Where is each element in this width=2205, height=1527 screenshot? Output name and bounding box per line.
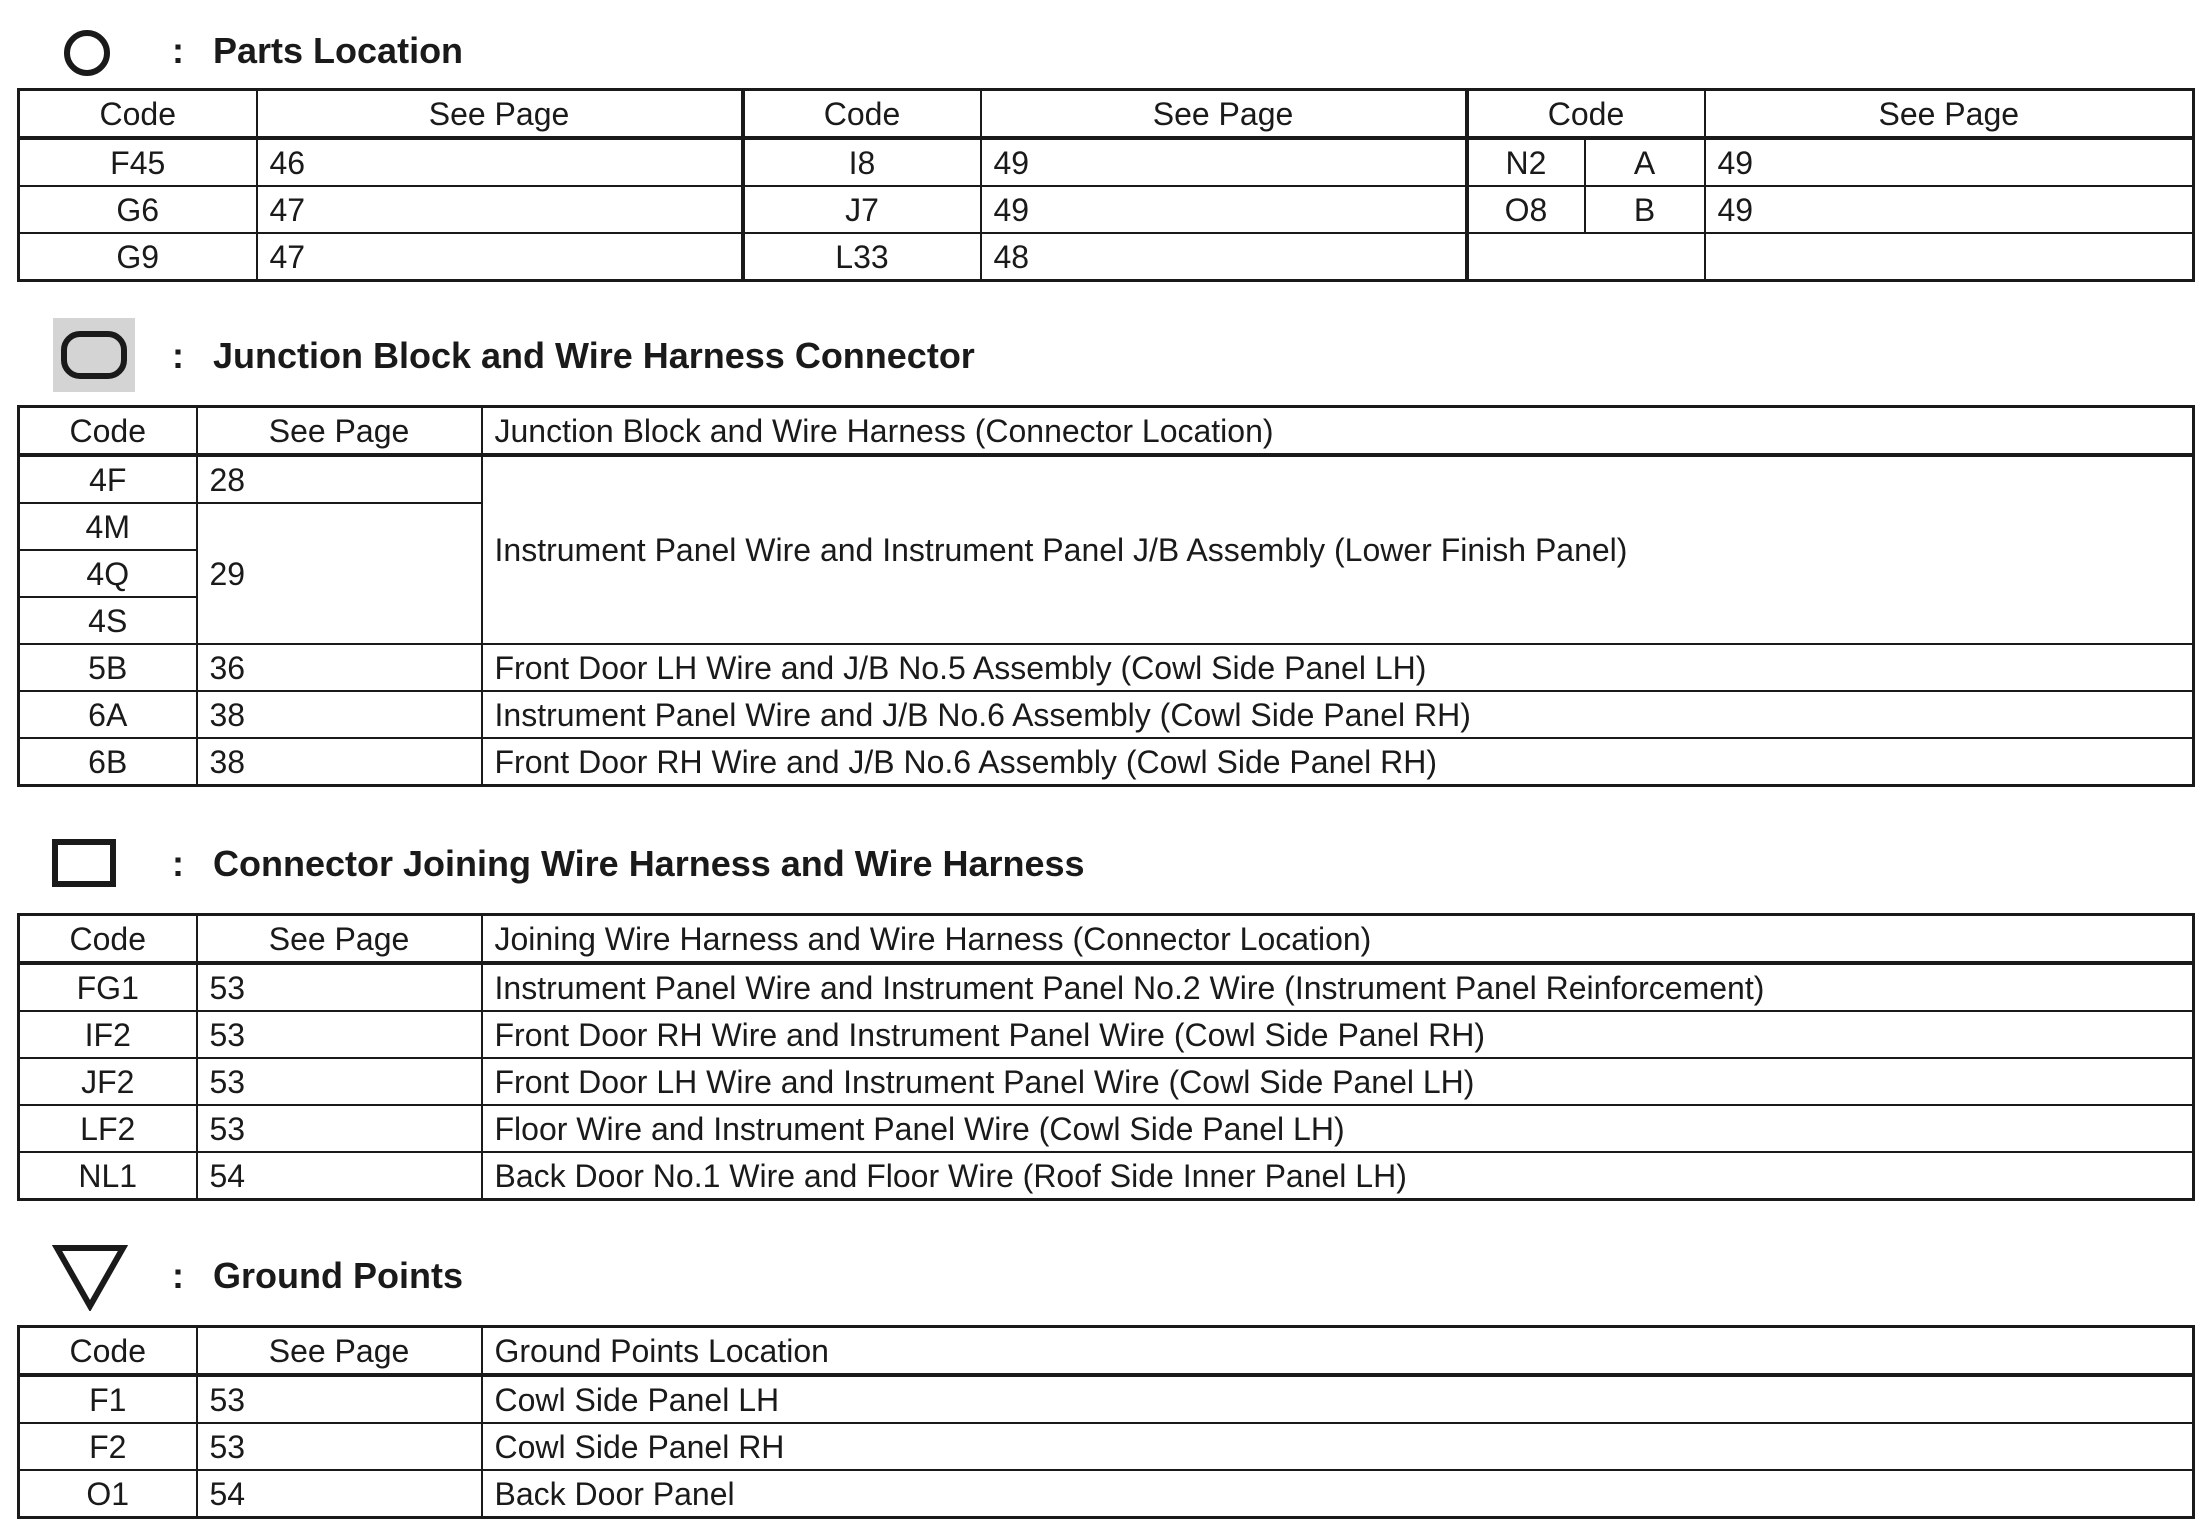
page-cell: 46 [257,138,743,186]
page-cell: 28 [197,455,482,503]
code-cell: LF2 [19,1105,197,1152]
table-row [19,963,2194,1011]
location-cell: Instrument Panel Wire and Instrument Panel No.2 Wire (Instrument Panel Reinforcement) [482,963,2194,1011]
section-title: Junction Block and Wire Harness Connector [213,335,975,376]
page-cell: 53 [197,963,482,1011]
column-header: Ground Points Location [482,1327,2194,1376]
code-cell: N2 [1467,138,1585,186]
code-cell: L33 [743,233,981,281]
column-header: Junction Block and Wire Harness (Connector Location) [482,407,2194,456]
table-row [19,691,2194,738]
code-cell: O8 [1467,186,1585,233]
code-cell: G6 [19,186,257,233]
column-header: See Page [197,915,482,964]
code-cell: J7 [743,186,981,233]
page-cell: 53 [197,1105,482,1152]
table-header-row [19,915,2194,964]
table-header-row [19,1327,2194,1376]
page-cell: 48 [981,233,1467,281]
code-cell: 4Q [19,550,197,597]
heading-colon: : [172,335,184,376]
sub-code-cell: A [1585,138,1705,186]
column-header: Code [19,407,197,456]
column-header: Code [19,915,197,964]
code-cell [1467,233,1705,281]
ground-points-table [17,1325,2195,1519]
code-cell: IF2 [19,1011,197,1058]
code-cell: 6B [19,738,197,786]
sub-code-cell: B [1585,186,1705,233]
table-row [19,186,2194,233]
table-row [19,1423,2194,1470]
rectangle-icon [52,839,116,887]
page-cell: 49 [1705,138,2194,186]
rounded-rect-icon [53,318,135,392]
code-cell: 4F [19,455,197,503]
table-header-row [19,407,2194,456]
table-row [19,644,2194,691]
page-cell: 49 [981,186,1467,233]
code-cell: 4M [19,503,197,550]
table-row [19,233,2194,281]
column-header: See Page [197,407,482,456]
table-row [19,1011,2194,1058]
heading-colon: : [172,843,184,884]
junction-block-table [17,405,2195,787]
column-header: See Page [981,90,1467,139]
code-cell: I8 [743,138,981,186]
page-cell: 49 [1705,186,2194,233]
location-cell: Front Door LH Wire and Instrument Panel Wire (Cowl Side Panel LH) [482,1058,2194,1105]
column-header: See Page [197,1327,482,1376]
section-title: Connector Joining Wire Harness and Wire Harness [213,843,1085,884]
page-cell: 53 [197,1058,482,1105]
location-cell: Front Door LH Wire and J/B No.5 Assembly (Cowl Side Panel LH) [482,644,2194,691]
location-cell: Cowl Side Panel RH [482,1423,2194,1470]
page-cell: 53 [197,1011,482,1058]
column-header: Code [743,90,981,139]
section-title: Ground Points [213,1255,463,1296]
parts-location-table [17,88,2195,282]
page-cell [1705,233,2194,281]
triangle-down-icon [52,1243,128,1311]
table-row [19,738,2194,786]
heading-colon: : [172,30,184,71]
code-cell: NL1 [19,1152,197,1200]
location-cell: Instrument Panel Wire and J/B No.6 Assembly (Cowl Side Panel RH) [482,691,2194,738]
code-cell: G9 [19,233,257,281]
page-cell: 47 [257,233,743,281]
location-cell: Front Door RH Wire and J/B No.6 Assembly (Cowl Side Panel RH) [482,738,2194,786]
code-cell: F2 [19,1423,197,1470]
section-title: Parts Location [213,30,464,71]
location-cell: Floor Wire and Instrument Panel Wire (Cowl Side Panel LH) [482,1105,2194,1152]
table-row [19,1152,2194,1200]
code-cell: 4S [19,597,197,644]
column-header: See Page [257,90,743,139]
location-cell: Back Door Panel [482,1470,2194,1518]
table-row [19,138,2194,186]
code-cell: O1 [19,1470,197,1518]
page-cell: 29 [197,503,482,644]
table-row [19,1470,2194,1518]
column-header: Joining Wire Harness and Wire Harness (Connector Location) [482,915,2194,964]
location-cell: Instrument Panel Wire and Instrument Panel J/B Assembly (Lower Finish Panel) [482,455,2194,644]
table-row [19,455,2194,503]
table-header-row [19,90,2194,139]
page-cell: 53 [197,1375,482,1423]
table-row [19,1105,2194,1152]
heading-colon: : [172,1255,184,1296]
code-cell: F45 [19,138,257,186]
page-cell: 53 [197,1423,482,1470]
code-cell: 5B [19,644,197,691]
location-cell: Front Door RH Wire and Instrument Panel Wire (Cowl Side Panel RH) [482,1011,2194,1058]
page-cell: 47 [257,186,743,233]
page-cell: 38 [197,738,482,786]
code-cell: 6A [19,691,197,738]
code-cell: FG1 [19,963,197,1011]
location-cell: Back Door No.1 Wire and Floor Wire (Roof Side Inner Panel LH) [482,1152,2194,1200]
page-cell: 36 [197,644,482,691]
table-row [19,1058,2194,1105]
column-header: Code [1467,90,1705,139]
page-cell: 49 [981,138,1467,186]
page-cell: 38 [197,691,482,738]
table-row [19,1375,2194,1423]
page-cell: 54 [197,1470,482,1518]
column-header: See Page [1705,90,2194,139]
location-cell: Cowl Side Panel LH [482,1375,2194,1423]
page-cell: 54 [197,1152,482,1200]
code-cell: F1 [19,1375,197,1423]
column-header: Code [19,90,257,139]
connector-joining-table [17,913,2195,1201]
circle-icon [62,28,112,78]
code-cell: JF2 [19,1058,197,1105]
column-header: Code [19,1327,197,1376]
